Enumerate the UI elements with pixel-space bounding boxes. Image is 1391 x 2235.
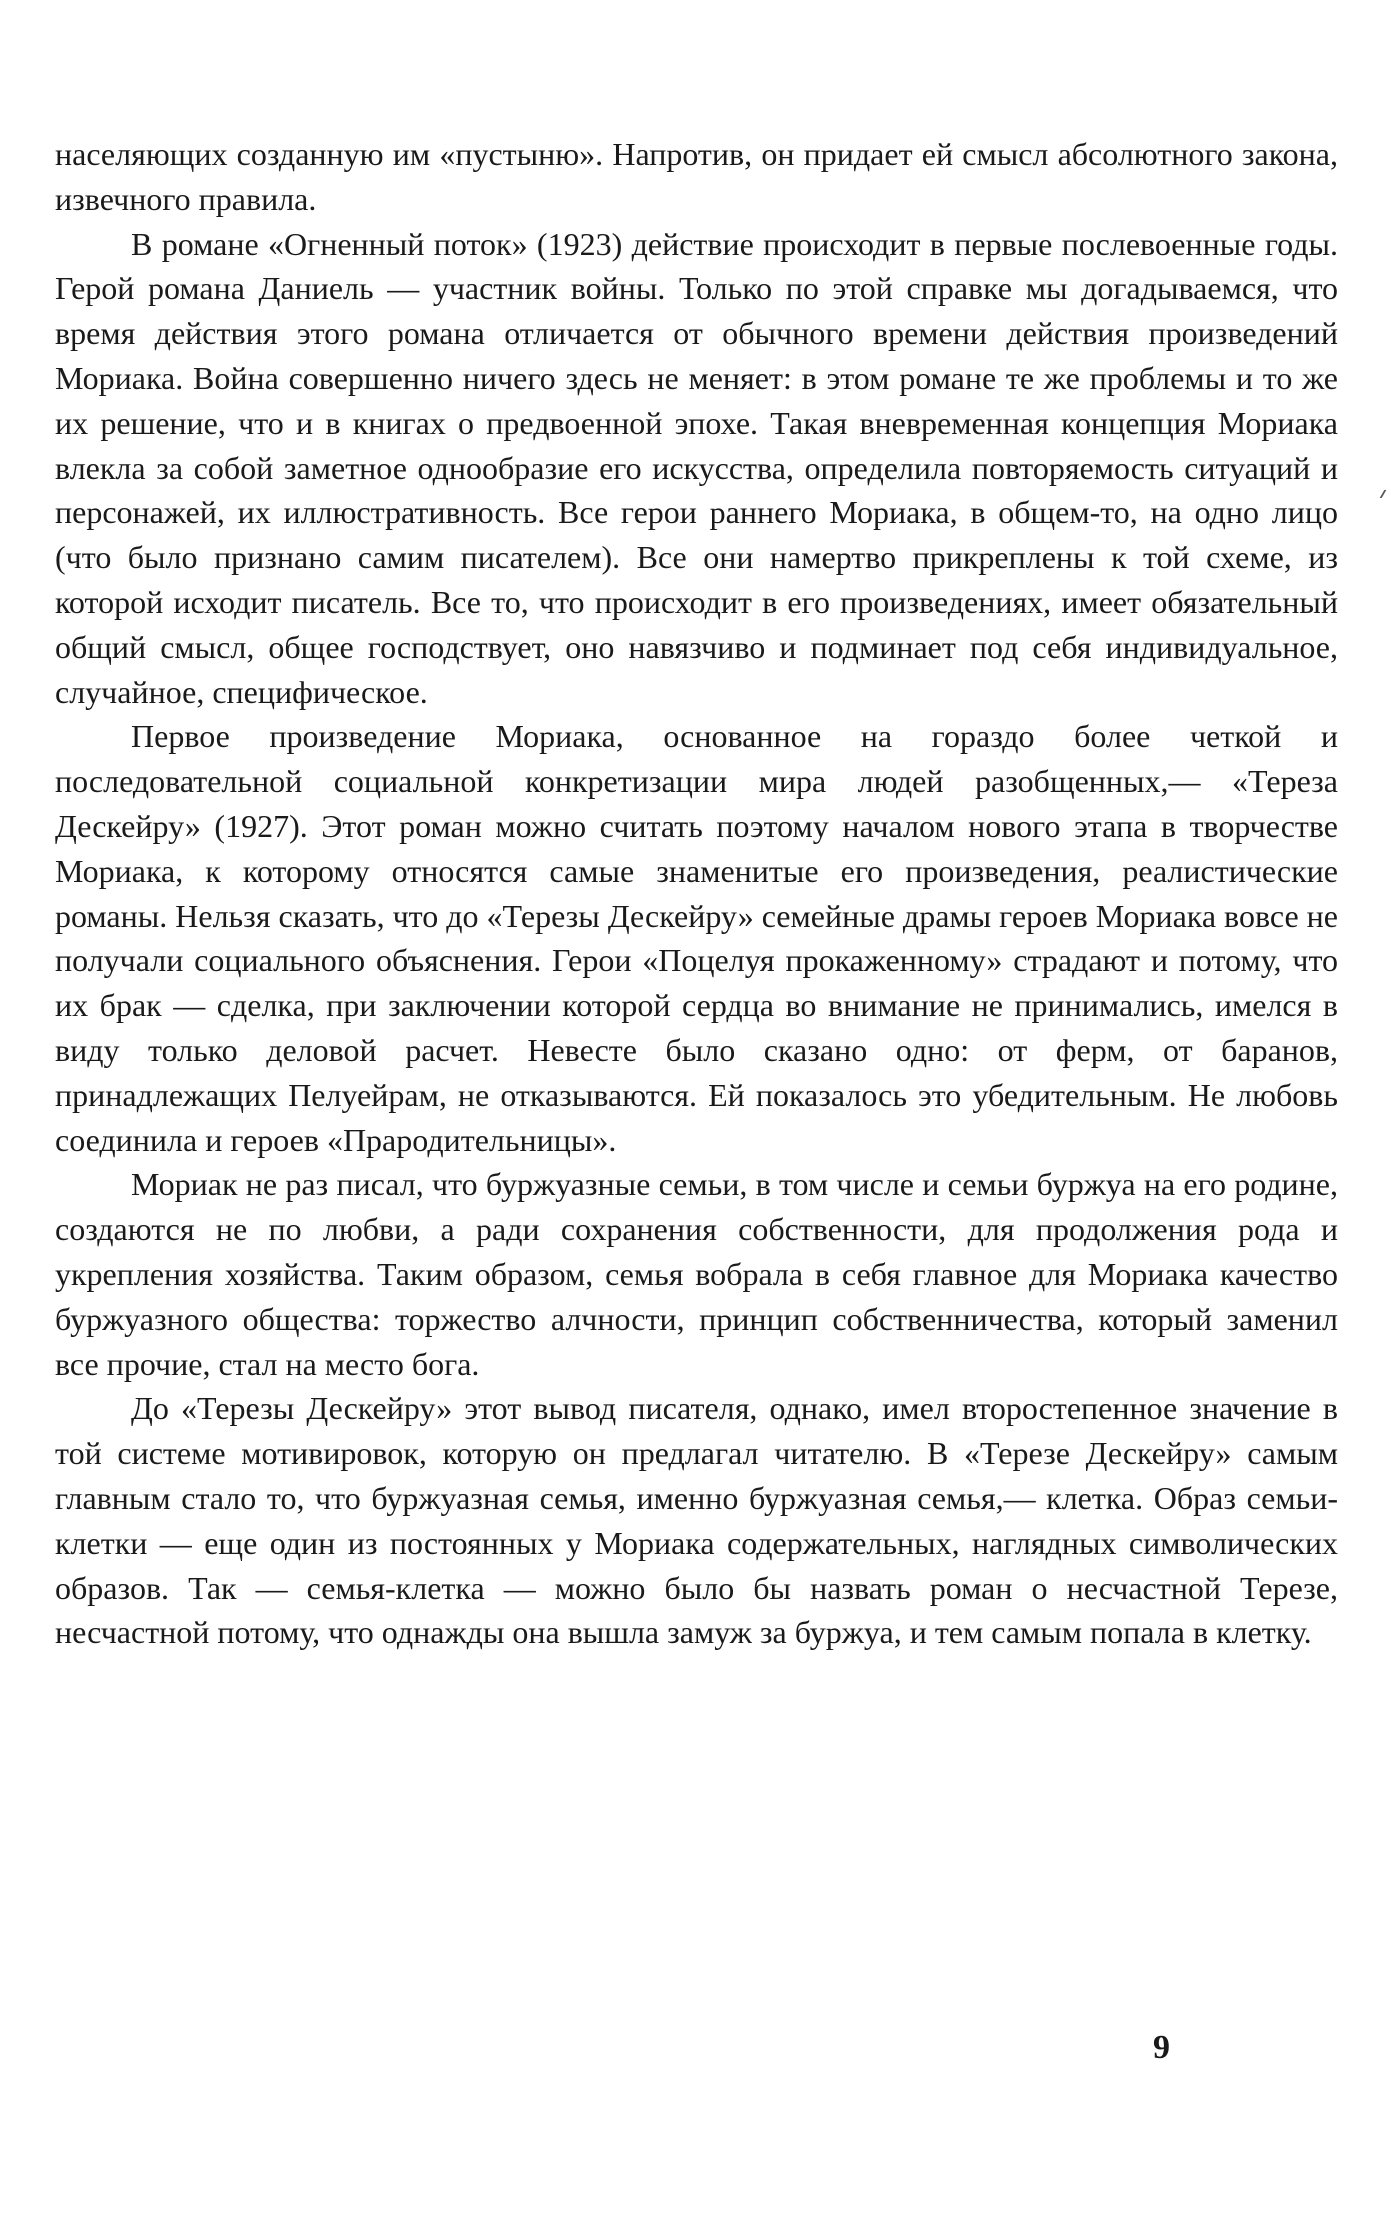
paragraph-2: В романе «Огненный поток» (1923) действие происходит в первые послевоенные годы. Герой романа Даниель — участник войны. Только по этой справке мы догадываемся, что время действия этого романа отличается от обычного времени действия произведений Мориака. Война совершенно ничего здесь не меняет: в этом романе те же проблемы и то же их решение, что и в книгах о предвоенной эпохе. Такая вневременная концепция Мориака влекла за собой заметное однообразие его искусства, определила повторяемость ситуаций и персонажей, их иллюстративность. Все герои раннего Мориака, в общем-то, на одно лицо (что было признано самим писателем). Все они намертво прикреплены к той схеме, из которой исходит писатель. Все то, что происходит в его произведениях, имеет обязательный общий смысл, общее господствует, оно навязчиво и подминает под себя индивидуальное, случайное, специфическое.: [55, 225, 1338, 710]
paragraph-1: населяющих созданную им «пустыню». Напротив, он придает ей смысл абсолютного закона, извечного правила.: [55, 136, 1338, 217]
paragraph-5: До «Терезы Дескейру» этот вывод писателя, однако, имел второстепенное значение в той системе мотивировок, которую он предлагал читателю. В «Терезе Дескейру» самым главным стало то, что буржуазная семья, именно буржуазная семья,— клетка. Образ семьи-клетки — еще один из постоянных у Мориака содержательных, наглядных символических образов. Так — семья-клетка — можно было бы назвать роман о несчастной Терезе, несчастной потому, что однажды она вышла замуж за буржуа, и тем самым попала в клетку.: [55, 1390, 1338, 1651]
page-number: 9: [1153, 2029, 1170, 2066]
paragraph-3: Первое произведение Мориака, основанное на гораздо более четкой и последовательной социальной конкретизации мира людей разобщенных,— «Тереза Дескейру» (1927). Этот роман можно считать поэтому началом нового этапа в творчестве Мориака, к которому относятся самые знаменитые его произведения, реалистические романы. Нельзя сказать, что до «Терезы Дескейру» семейные драмы героев Мориака вовсе не получали социального объяснения. Герои «Поцелуя прокаженному» страдают и потому, что их брак — сделка, при заключении которой сердца во внимание не принимались, имелся в виду только деловой расчет. Невесте было сказано одно: от ферм, от баранов, принадлежащих Пелуейрам, не отказываются. Ей показалось это убедительным. Не любовь соединила и героев «Прародительницы».: [55, 718, 1338, 1158]
page-body: [55, 132, 1338, 1655]
paragraph-4: Мориак не раз писал, что буржуазные семьи, в том числе и семьи буржуа на его родине, создаются не по любви, а ради сохранения собственности, для продолжения рода и укрепления хозяйства. Таким образом, семья вобрала в себя главное для Мориака качество буржуазного общества: торжество алчности, принцип собственничества, который заменил все прочие, стал на место бога.: [55, 1166, 1338, 1382]
margin-mark: [1372, 490, 1387, 498]
